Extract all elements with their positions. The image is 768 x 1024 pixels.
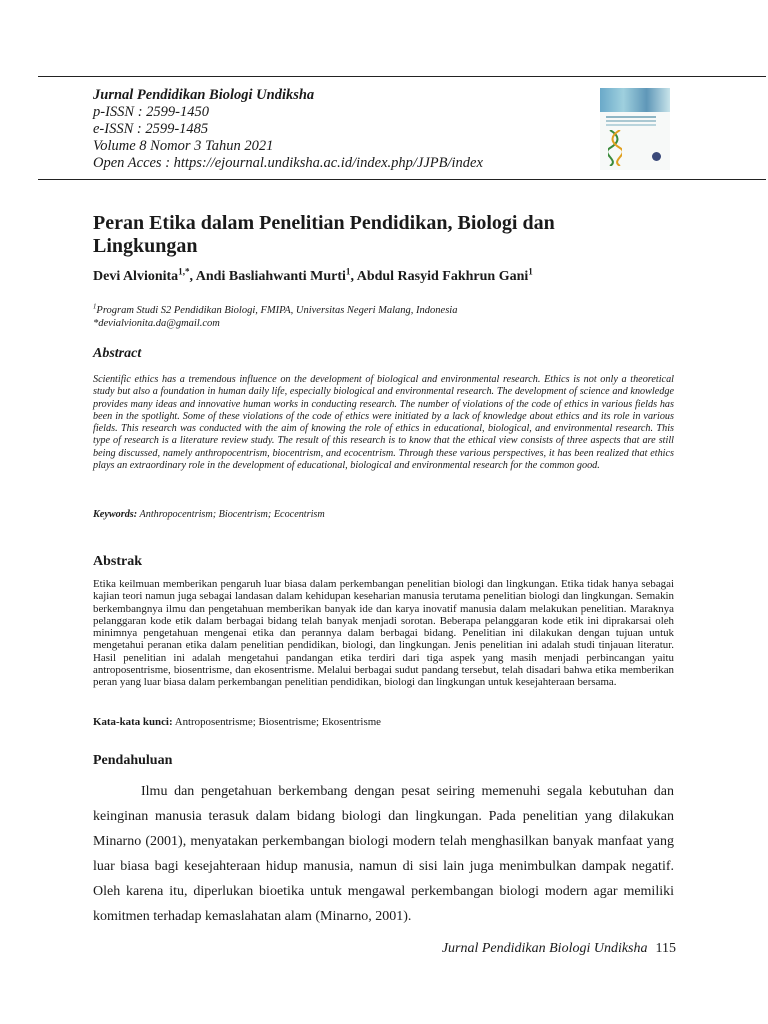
journal-eissn: e-ISSN : 2599-1485 (93, 121, 209, 137)
author-name: Abdul Rasyid Fakhrun Gani (356, 269, 529, 284)
author-affiliation-mark: 1,* (178, 266, 190, 277)
abstract-body: Scientific ethics has a tremendous influence on the development of biological and environmental research. Ethics is not only a theoretical study but also a foundation in human daily life, especially biological and environmental research. The development of science and knowledge provides many ideas and innovative human works in conducting research. The number of violations of the code of ethics in various fields has been in the spotlight. Some of these violations of the code of ethics were initiated by a lack of knowledge about ethics and its role in various fields. This research was conducted with the aim of knowing the role of ethics in educational, biological, and environmental research. This type of research is a literature review study. The result of this research is to know that the ethical view consists of three aspects that are still being discussed, namely anthropocentrism, biocentrism, and ecocentrism. Through these various perspectives, it has been realized that ethics plays an extraordinary role in the development of educational, biological and environmental research for the common good. (93, 374, 674, 472)
header-bottom-rule (38, 179, 766, 180)
page-footer (442, 941, 676, 957)
dna-helix-icon (608, 130, 622, 166)
cover-title-lines (606, 116, 656, 118)
author-name: Andi Basliahwanti Murti (195, 269, 346, 284)
author-affiliation-mark: 1 (528, 266, 533, 277)
page-number: 115 (655, 941, 676, 956)
keywords-label: Keywords: (93, 509, 138, 520)
university-seal-icon (652, 152, 661, 161)
affiliation-line (93, 304, 693, 317)
abstract-heading: Abstract (93, 346, 142, 361)
journal-header (93, 87, 573, 172)
journal-pissn: p-ISSN : 2599-1450 (93, 104, 209, 120)
author-separator: , (350, 269, 357, 284)
header-top-rule (38, 76, 766, 77)
author-list (93, 266, 693, 285)
footer-journal-name: Jurnal Pendidikan Biologi Undiksha (441, 941, 648, 956)
introduction-body: Ilmu dan pengetahuan berkembang dengan pesat seiring memenuhi segala kebutuhan dan keinginan manusia terasuk dalam bidang biologi dan lingkungan. Pada penelitian yang dilakukan Minarno (2001), menyatakan perkembangan biologi modern telah menghasilkan banyak manfaat yang luar biasa bagi kesejahteraan hidup manusia, namun di sisi lain juga menimbulkan dampak negatif. Oleh karena itu, diperlukan bioetika untuk mengawal perkembangan biologi modern agar memiliki komitmen terhadap kemaslahatan alam (Minarno, 2001). (93, 784, 674, 924)
cover-banner (600, 88, 670, 112)
affiliation-block (93, 304, 693, 330)
author-affiliation-mark: 1 (345, 266, 351, 277)
kata-kunci-line (93, 716, 693, 728)
journal-name: Jurnal Pendidikan Biologi Undiksha (93, 87, 315, 103)
journal-cover-icon (600, 88, 670, 170)
corresponding-email: *devialvionita.da@gmail.com (93, 318, 220, 329)
kata-kunci-text: Antroposentrisme; Biosentrisme; Ekosentrisme (174, 716, 381, 728)
author-separator: , (189, 269, 196, 284)
abstrak-body: Etika keilmuan memberikan pengaruh luar biasa dalam perkembangan penelitian biologi dan lingkungan. Etika tidak hanya sebagai kajian teori namun juga sebagai landasan dalam kehidupan keseharian manusia terutama penelitian biologi dan lingkungan. Semakin berkembangnya ilmu dan pengetahuan memberikan banyak ide dan karya inovatif manusia dalam melakukan penelitian. Maraknya pelanggaran kode etik dalam berbagai bidang telah banyak menjadi sorotan. Beberapa pelanggaran kode etik ini diprakarsai oleh minimnya pengetahuan mengenai etika dan perannya dalam berbagai bidang. Penelitian ini dilakukan dengan tujuan untuk mengetahui peranan etika dalam penelitian pendidikan, biologi, dan lingkungan. Jenis penelitian ini adalah studi tinjauan literatur. Hasil penelitian ini adalah mengetahui pandangan etika terdiri dari tiga aspek yang masih menjadi perbincangan yaitu antroposentrisme, biosentrisme, dan ekosentrisme. Melalui berbagai sudut pandang tersebut, telah disadari bahwa etika memberikan peran yang luar biasa dalam perkembangan penelitian pendidikan, biologi dan lingkungan untuk kesejahteraan bersama. (93, 578, 674, 689)
article-title: Peran Etika dalam Penelitian Pendidikan, Biologi dan Lingkungan (93, 212, 555, 257)
affiliation-mark: 1 (93, 303, 97, 311)
keywords-line (93, 509, 693, 520)
journal-volume: Volume 8 Nomor 3 Tahun 2021 (93, 138, 274, 154)
keywords-text: Anthropocentrism; Biocentrism; Ecocentrism (139, 509, 325, 520)
author-name: Devi Alvionita (93, 269, 179, 284)
introduction-heading: Pendahuluan (93, 753, 173, 768)
affiliation-text: Program Studi S2 Pendidikan Biologi, FMIPA, Universitas Negeri Malang, Indonesia (96, 305, 458, 316)
kata-kunci-label: Kata-kata kunci: (93, 716, 173, 728)
journal-open-access: Open Acces : https://ejournal.undiksha.ac.id/index.php/JJPB/index (93, 155, 483, 171)
abstrak-heading: Abstrak (93, 554, 143, 569)
